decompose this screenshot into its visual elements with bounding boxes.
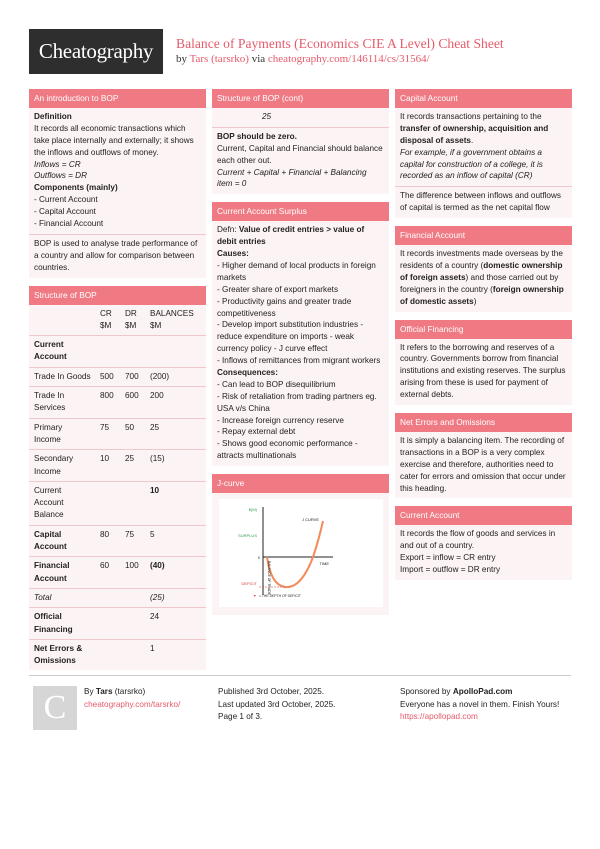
table-cell-cr: 500 xyxy=(100,371,114,381)
errors-box xyxy=(395,413,572,498)
jcurve-line xyxy=(267,521,323,587)
capital-def-1: It records transactions pertaining to the xyxy=(400,112,542,121)
table-row xyxy=(29,481,206,525)
updated-date: Last updated 3rd October, 2025. xyxy=(218,699,336,709)
table-cell-label: Primary Income xyxy=(34,422,63,444)
footer-author-name: Tars xyxy=(95,687,113,696)
financial-content xyxy=(395,245,572,311)
table-cell-cr: 80 xyxy=(100,529,110,539)
table-cell-bal: (40) xyxy=(150,561,165,571)
official-content xyxy=(395,339,572,405)
logo-text: Cheatography xyxy=(38,39,154,64)
component-financial: - Financial Account xyxy=(34,219,104,229)
capital-example: For example, if a government obtains a capital for construction of a college, it is recorded as an inflow of capital (CR) xyxy=(400,147,543,181)
errors-text: It is simply a balancing item. The recording of transactions in a BOP is a very complex exercise and therefore, authorities need to cater for errors and omission that occur under this heading. xyxy=(400,436,566,493)
current-heading: Current Account xyxy=(395,506,572,525)
cause-item: - Develop import substitution industries - reduce expenditure on imports - weak currency policy - J curve effect xyxy=(217,320,364,354)
legend-marker: ▼ xyxy=(252,594,257,599)
official-heading: Official Financing xyxy=(395,320,572,339)
capital-def xyxy=(400,111,567,147)
table-cell-bal: (25) xyxy=(150,592,165,602)
page-title: Balance of Payments (Economics CIE A Level) Cheat Sheet xyxy=(176,36,504,51)
table-cell-label: Capital Account xyxy=(34,529,67,552)
footer-dates xyxy=(218,686,335,724)
footer-sponsor xyxy=(400,686,559,724)
cause-item: - Higher demand of local products in foreign markets xyxy=(217,261,376,282)
zero-label: 0 xyxy=(257,555,260,561)
table-cell-cr xyxy=(95,481,120,525)
consequence-item: - Shows good economic performance - attracts multinationals xyxy=(217,439,358,461)
y-axis-label: BALANCE OF TRADE xyxy=(266,561,271,596)
definition-label: Definition xyxy=(34,112,72,121)
outflows-text: Outflows = DR xyxy=(34,171,88,181)
column-3 xyxy=(395,89,572,588)
c-logo-letter: C xyxy=(43,689,67,726)
surplus-heading: Current Account Surplus xyxy=(212,202,389,221)
table-row xyxy=(29,367,206,386)
table-cell-bal: 200 xyxy=(150,391,164,401)
errors-heading: Net Errors and Omissions xyxy=(395,413,572,432)
table-cell-cr xyxy=(95,639,120,670)
table-cell-cr xyxy=(95,588,120,607)
table-cell-dr: 100 xyxy=(125,561,139,571)
current-text: It records the flow of goods and services in and out of a country. xyxy=(400,529,556,551)
footer-author-link[interactable]: cheatography.com/tarsrko/ xyxy=(84,699,181,709)
structure-cont-notes xyxy=(212,128,389,194)
column-header: CR $M xyxy=(100,308,112,330)
financial-text-1: It records investments made overseas by the residents of a country ( xyxy=(400,249,563,271)
financial-bold-2: foreign ownership of domestic assets xyxy=(400,284,564,306)
footer-author-handle: (tarsrko) xyxy=(112,687,146,696)
byline-by: by xyxy=(176,53,187,65)
consequence-item: - Repay external debt xyxy=(217,427,296,437)
financial-heading: Financial Account xyxy=(395,226,572,245)
deficit-label: DEFICIT xyxy=(240,581,257,587)
inflows-text: Inflows = CR xyxy=(34,159,81,169)
financial-box xyxy=(395,226,572,311)
published-date: Published 3rd October, 2025. xyxy=(218,687,325,696)
financial-text-3: ) xyxy=(473,296,477,306)
column-header: BALANCES $M xyxy=(150,308,194,330)
balance-text: Current, Capital and Financial should balance each other out. xyxy=(217,143,383,165)
table-cell-bal: 1 xyxy=(150,643,155,653)
definition-text: It records all economic transactions which take place internally and externally; it shows the inflows and outflows of money. xyxy=(34,123,194,157)
table-cell-bal: 24 xyxy=(150,612,160,622)
bop-zero-text: BOP should be zero. xyxy=(217,131,297,141)
jcurve-box xyxy=(212,474,389,615)
component-capital: - Capital Account xyxy=(34,207,96,217)
intro-box xyxy=(29,89,206,278)
cause-item: - Inflows of remittances from migrant workers xyxy=(217,356,381,366)
table-row xyxy=(29,450,206,482)
table-cell-cr: 60 xyxy=(100,561,110,571)
cheatography-c-logo[interactable] xyxy=(33,686,77,730)
table-cell-bal: (15) xyxy=(150,454,165,464)
table-cell-label: Current Account Balance xyxy=(34,485,64,520)
table-cell-dr xyxy=(120,481,145,525)
table-row xyxy=(29,525,206,557)
table-cell-dr xyxy=(120,336,145,368)
balance-formula: Current + Capital + Financial + Balancing item = 0 xyxy=(217,167,367,189)
bop-table-header xyxy=(29,305,206,336)
footer-by: By xyxy=(84,687,96,696)
table-cell-cr: 800 xyxy=(100,391,114,401)
footer-by-line xyxy=(84,686,180,699)
capital-box xyxy=(395,89,572,218)
current-content xyxy=(395,525,572,580)
table-cell-dr: 75 xyxy=(125,529,135,539)
table-cell-dr: 50 xyxy=(125,422,135,432)
table-cell-cr xyxy=(95,608,120,640)
defn-prefix: Defn: xyxy=(217,225,239,235)
table-cell-bal: (200) xyxy=(150,371,170,381)
table-cell-dr: 700 xyxy=(125,371,139,381)
consequences-label: Consequences: xyxy=(217,368,278,378)
financial-bold-1: domestic ownership of foreign assets xyxy=(400,261,563,282)
footer-divider xyxy=(29,675,571,676)
consequence-item: - Increase foreign currency reserve xyxy=(217,415,344,425)
legend-text: = THE DEPTH OF DEFICIT xyxy=(258,594,301,599)
surplus-content xyxy=(212,221,389,466)
column-2 xyxy=(212,89,389,623)
intro-heading: An introduction to BOP xyxy=(29,89,206,108)
sponsor-line xyxy=(400,686,559,699)
consequence-item: - Risk of retaliation from trading partners eg. USA v/s China xyxy=(217,391,377,413)
table-cell-label: Current Account xyxy=(34,340,67,362)
table-row xyxy=(29,639,206,670)
table-cell-label: Net Errors & Omissions xyxy=(34,643,83,666)
errors-content xyxy=(395,432,572,498)
column-header xyxy=(29,305,95,336)
structure-cont-value-row xyxy=(212,108,389,128)
financial-text-2: ) and those carried out by foreigners in the country ( xyxy=(400,272,559,294)
surplus-definition xyxy=(217,224,384,248)
table-cell-bal: 10 xyxy=(150,485,160,495)
structure-box xyxy=(29,286,206,671)
table-cell-label: Trade In Goods xyxy=(34,371,91,381)
sponsor-prefix: Sponsored by xyxy=(400,687,453,696)
official-text: It refers to the borrowing and reserves of a country. Governments borrow from financial institutions and existing reserves. The surplus arising from these is used for payment of external debts. xyxy=(400,342,566,400)
official-box xyxy=(395,320,572,405)
table-row xyxy=(29,608,206,640)
surplus-label: SURPLUS xyxy=(237,533,257,539)
table-cell-dr xyxy=(120,639,145,670)
net-capital-flow-text: The difference between inflows and outflows of capital is termed as the net capital flow xyxy=(400,191,561,213)
export-text: Export = inflow = CR entry xyxy=(400,553,496,563)
cause-item: - Greater share of export markets xyxy=(217,284,339,294)
table-cell-bal: 25 xyxy=(150,422,160,432)
surplus-box xyxy=(212,202,389,466)
sponsor-text: Everyone has a novel in them. Finish Yours! xyxy=(400,699,560,709)
components-label: Components (mainly) xyxy=(34,183,118,193)
table-cell-dr xyxy=(120,588,145,607)
table-cell-label: Secondary Income xyxy=(34,454,74,476)
table-row xyxy=(29,336,206,368)
bop-table xyxy=(29,305,206,671)
y-top-label: $(M) xyxy=(248,507,257,513)
table-row xyxy=(29,418,206,450)
table-cell-label: Total xyxy=(34,592,52,602)
capital-def-end: . xyxy=(471,135,474,145)
defn-text: Value of credit entries > value of debit entries xyxy=(217,225,365,247)
official-financing-cont-value: 25 xyxy=(262,112,272,121)
table-cell-dr: 600 xyxy=(125,391,139,401)
table-cell-label: Official Financing xyxy=(34,612,73,634)
jcurve-figure xyxy=(212,493,389,615)
footer-author xyxy=(84,686,180,711)
column-header: DR $M xyxy=(125,308,137,330)
capital-def-section xyxy=(395,108,572,187)
component-current: - Current Account xyxy=(34,195,98,205)
column-1 xyxy=(29,89,206,678)
sheet-url-link[interactable]: cheatography.com/146114/cs/31564/ xyxy=(267,53,430,65)
cause-item: - Productivity gains and greater trade competitiveness xyxy=(217,296,352,318)
table-row xyxy=(29,557,206,589)
jcurve-label: J CURVE xyxy=(301,517,319,523)
sponsor-link[interactable]: https://apollopad.com xyxy=(400,712,478,722)
consequence-item: - Can lead to BOP disequilibrium xyxy=(217,379,336,389)
current-box xyxy=(395,506,572,580)
table-cell-cr xyxy=(95,336,120,368)
table-cell-dr: 25 xyxy=(125,454,135,464)
intro-definition-section xyxy=(29,108,206,235)
jcurve-heading: J-curve xyxy=(212,474,389,493)
byline-via: via xyxy=(251,53,266,65)
structure-cont-box xyxy=(212,89,389,194)
sponsor-name[interactable]: ApolloPad.com xyxy=(452,687,513,696)
time-label: TIME xyxy=(318,561,329,567)
capital-net-section xyxy=(395,187,572,218)
table-row xyxy=(29,588,206,607)
table-cell-dr xyxy=(120,608,145,640)
bop-use-text: BOP is used to analyse trade performance of a country and allow for comparison between countries. xyxy=(34,238,198,272)
jcurve-diagram xyxy=(219,499,383,607)
table-cell-label: Financial Account xyxy=(34,561,70,583)
structure-cont-heading: Structure of BOP (cont) xyxy=(212,89,389,108)
structure-heading: Structure of BOP xyxy=(29,286,206,305)
table-cell-cr: 75 xyxy=(100,422,110,432)
capital-def-bold: transfer of ownership, acquisition and disposal of assets xyxy=(400,123,549,145)
table-row xyxy=(29,387,206,419)
table-cell-label: Trade In Services xyxy=(34,391,66,413)
table-cell-bal: 5 xyxy=(150,529,155,539)
intro-use-section xyxy=(29,235,206,278)
cheatography-logo[interactable] xyxy=(29,29,163,74)
page-number: Page 1 of 3. xyxy=(218,712,263,722)
capital-heading: Capital Account xyxy=(395,89,572,108)
table-cell-cr: 10 xyxy=(100,454,110,464)
author-link[interactable]: Tars (tarsrko) xyxy=(189,53,249,65)
causes-label: Causes: xyxy=(217,249,249,259)
byline xyxy=(176,52,430,68)
table-cell-bal xyxy=(145,336,206,368)
import-text: Import = outflow = DR entry xyxy=(400,565,501,575)
